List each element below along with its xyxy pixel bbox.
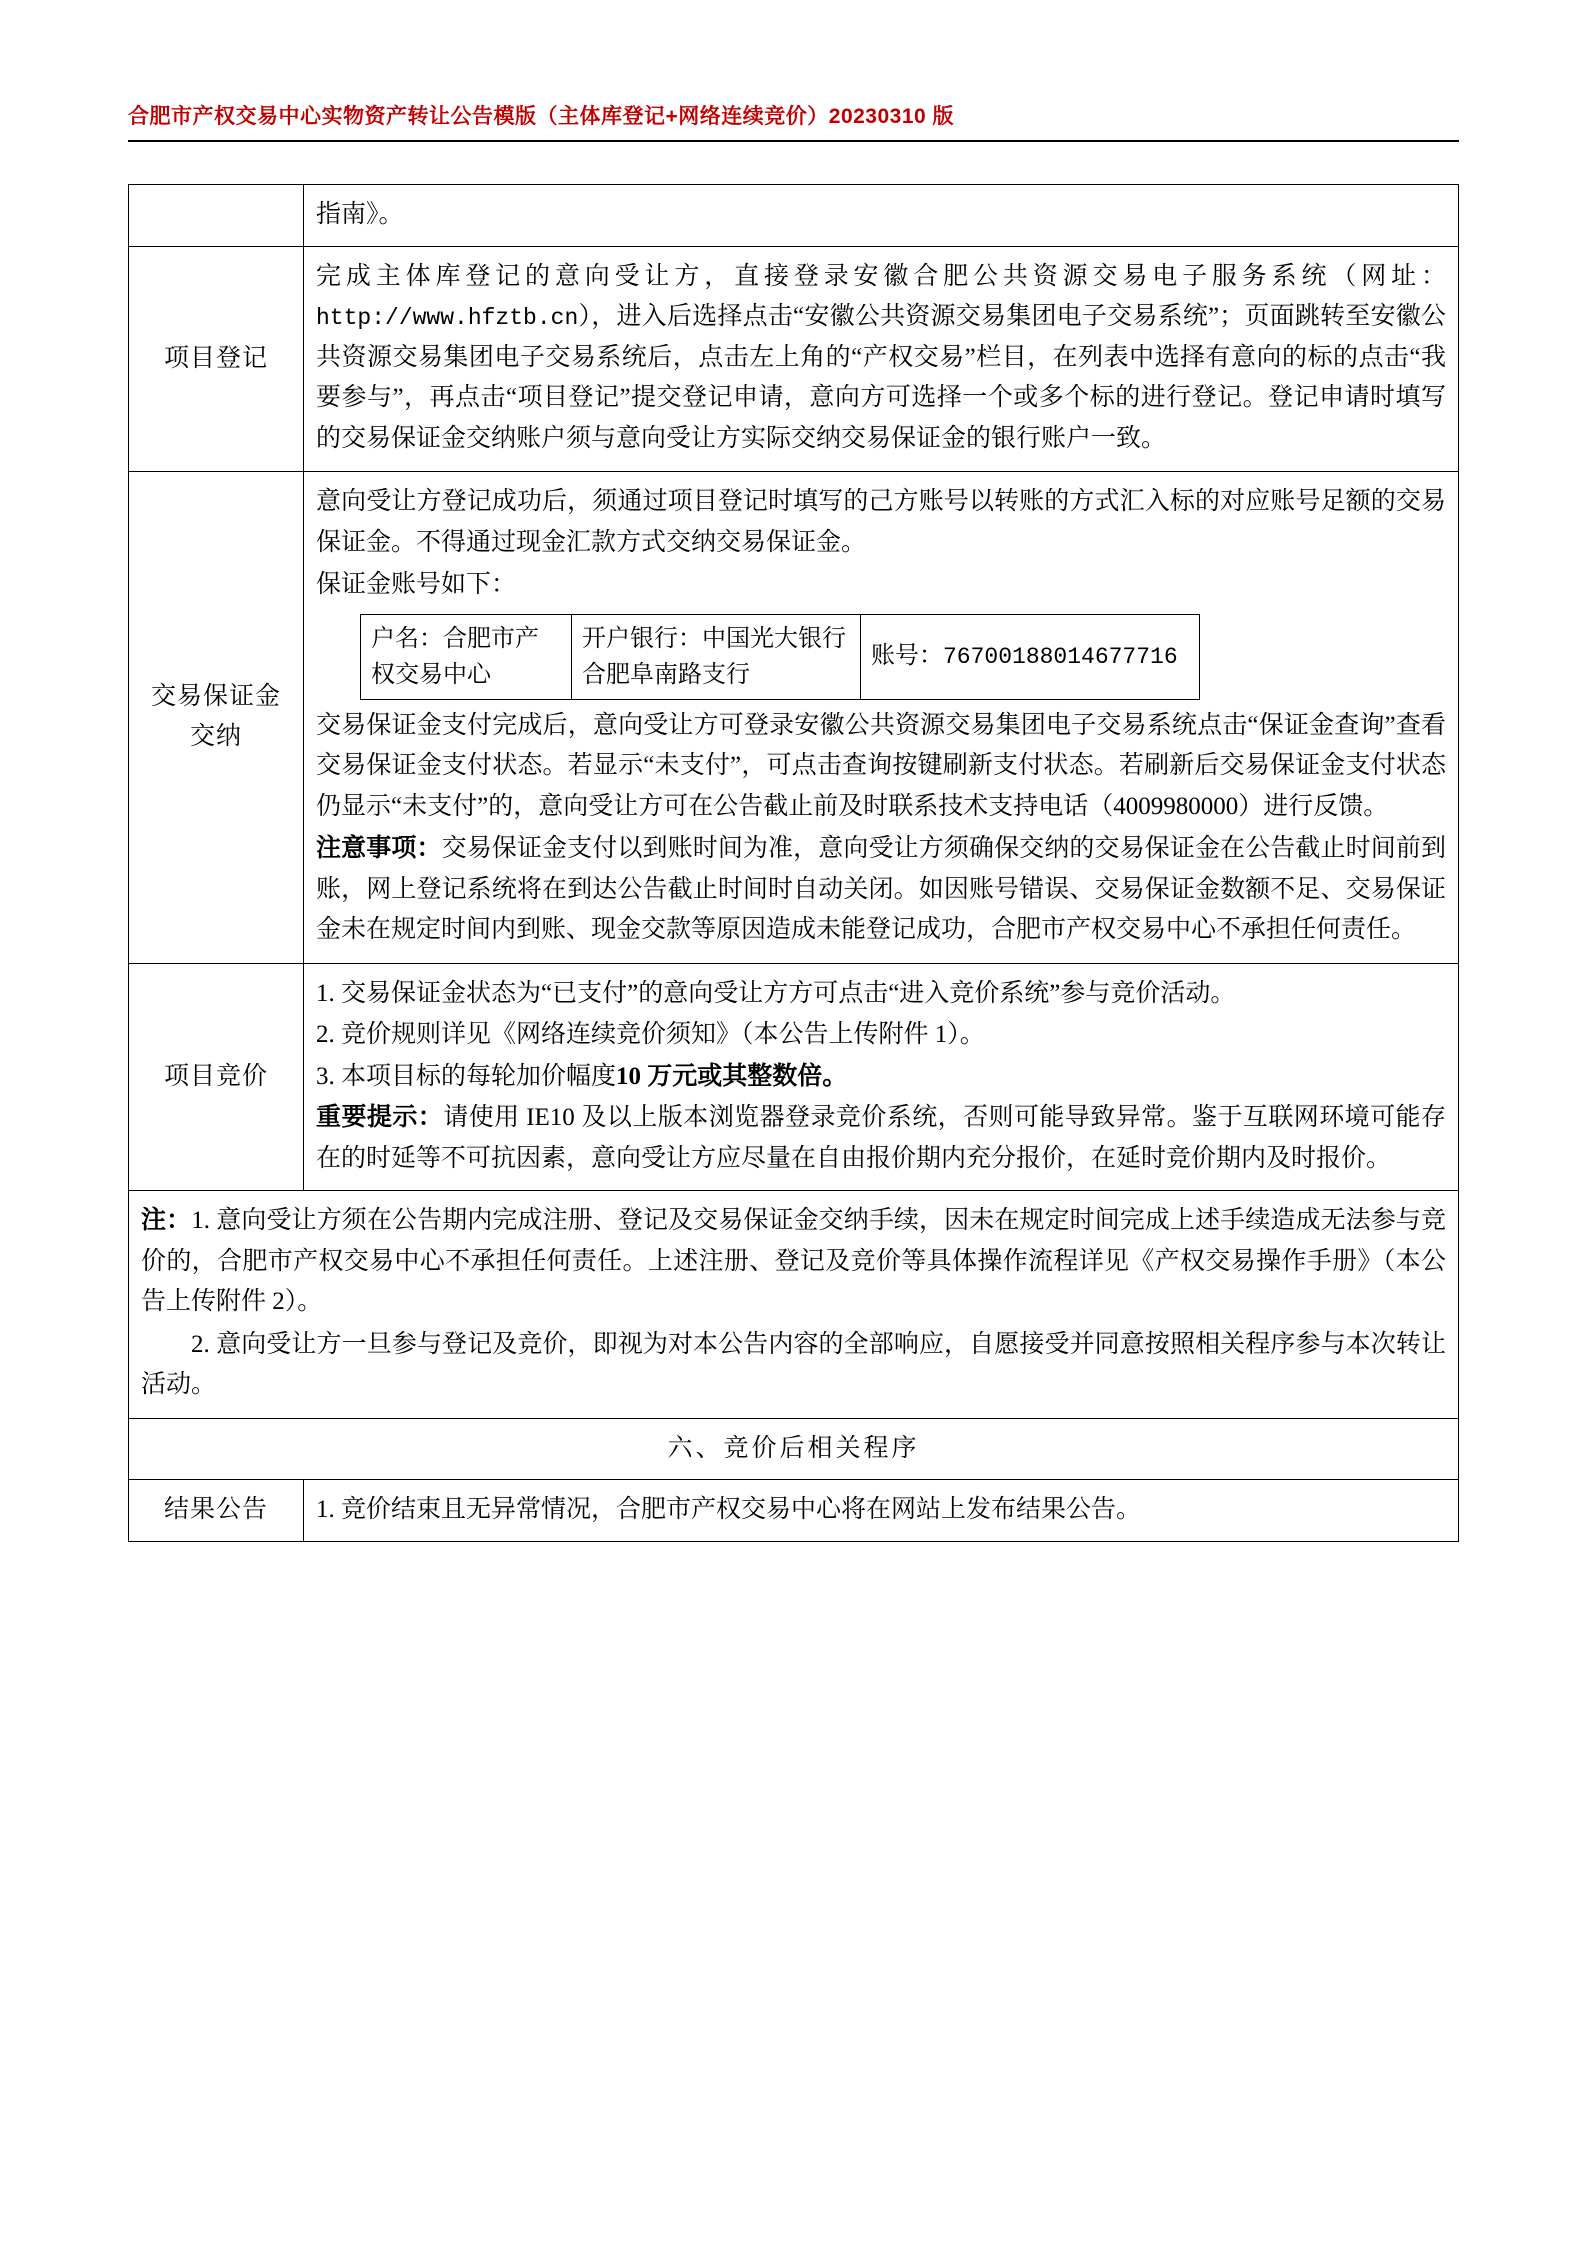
document-header-title: 合肥市产权交易中心实物资产转让公告模版（主体库登记+网络连续竞价）20230310 版 <box>128 100 1459 142</box>
row-content-result: 1. 竞价结束且无异常情况，合肥市产权交易中心将在网站上发布结果公告。 <box>304 1480 1459 1542</box>
row-content-bidding <box>304 963 1459 1191</box>
bank-account-number-label: 账号： <box>871 643 943 670</box>
bidding-item-1: 1. 交易保证金状态为“已支付”的意向受让方方可点击“进入竞价系统”参与竞价活动。 <box>316 979 1236 1007</box>
bidding-important-label: 重要提示： <box>316 1104 444 1131</box>
row-label-bidding: 项目竞价 <box>129 963 304 1191</box>
row-content-registration <box>304 246 1459 472</box>
registration-text-part1: 完成主体库登记的意向受让方，直接登录安徽合肥公共资源交易电子服务系统（网址： <box>316 262 1446 290</box>
deposit-notice-label: 注意事项： <box>316 835 442 862</box>
registration-url: http://www.hfztb.cn <box>316 305 579 331</box>
bank-name: 开户银行：中国光大银行合肥阜南路支行 <box>572 614 861 699</box>
bank-account-table <box>360 614 1200 700</box>
bank-account-row <box>361 614 1200 699</box>
bank-account-number: 76700188014677716 <box>943 644 1178 671</box>
deposit-account-intro: 保证金账号如下： <box>316 571 517 598</box>
bank-account-number-cell <box>861 614 1200 699</box>
deposit-paragraph-1: 意向受让方登记成功后，须通过项目登记时填写的己方账号以转账的方式汇入标的对应账号足额的交易保证金。不得通过现金汇款方式交纳交易保证金。 <box>316 488 1446 556</box>
table-row-result <box>129 1480 1459 1542</box>
row-label-deposit: 交易保证金交纳 <box>129 472 304 964</box>
table-row-continuation <box>129 185 1459 247</box>
table-row-note <box>129 1191 1459 1419</box>
bidding-increment-amount: 10 万元或其整数倍。 <box>616 1062 848 1090</box>
row-content-note <box>129 1191 1459 1419</box>
note-text-1: 1. 意向受让方须在公告期内完成注册、登记及交易保证金交纳手续，因未在规定时间完成上述手续造成无法参与竞价的，合肥市产权交易中心不承担任何责任。上述注册、登记及竞价等具体操作流程详见《产权交易操作手册》（本公告上传附件 2）。 <box>141 1207 1446 1315</box>
deposit-paragraph-3: 交易保证金支付完成后，意向受让方可登录安徽公共资源交易集团电子交易系统点击“保证金查询”查看交易保证金支付状态。若显示“未支付”，可点击查询按键刷新支付状态。若刷新后交易保证金支付状态仍显示“未支付”的，意向受让方可在公告截止前及时联系技术支持电话（4009980000）进行反馈。 <box>316 711 1446 820</box>
row-content-deposit <box>304 472 1459 964</box>
table-row-deposit <box>129 472 1459 964</box>
bidding-important-text: 请使用 IE10 及以上版本浏览器登录竞价系统，否则可能导致异常。鉴于互联网环境可能存在的时延等不可抗因素，意向受让方应尽量在自由报价期内充分报价，在延时竞价期内及时报价。 <box>316 1104 1446 1172</box>
note-paragraph-1 <box>141 1201 1446 1323</box>
note-label: 注： <box>141 1207 192 1234</box>
section-title-post-bidding: 六、竞价后相关程序 <box>129 1418 1459 1480</box>
row-content-continuation: 指南》。 <box>304 185 1459 247</box>
bidding-item-4 <box>316 1098 1446 1179</box>
row-label-registration: 项目登记 <box>129 246 304 472</box>
bidding-item-3 <box>316 1057 1446 1098</box>
announcement-table <box>128 184 1459 1542</box>
table-row-registration <box>129 246 1459 472</box>
table-row-bidding <box>129 963 1459 1191</box>
deposit-notice-text: 交易保证金支付以到账时间为准，意向受让方须确保交纳的交易保证金在公告截止时间前到账，网上登记系统将在到达公告截止时间时自动关闭。如因账号错误、交易保证金数额不足、交易保证金未在规定时间内到账、现金交款等原因造成未能登记成功，合肥市产权交易中心不承担任何责任。 <box>316 835 1446 943</box>
row-label-result: 结果公告 <box>129 1480 304 1542</box>
row-label-empty <box>129 185 304 247</box>
bank-account-name: 户名：合肥市产权交易中心 <box>361 614 572 699</box>
bidding-item-3-text: 3. 本项目标的每轮加价幅度 <box>316 1062 617 1090</box>
note-paragraph-2: 2. 意向受让方一旦参与登记及竞价，即视为对本公告内容的全部响应，自愿接受并同意按照相关程序参与本次转让活动。 <box>141 1330 1446 1398</box>
bidding-item-2: 2. 竞价规则详见《网络连续竞价须知》（本公告上传附件 1）。 <box>316 1021 985 1048</box>
registration-paragraph <box>316 257 1446 460</box>
table-row-section-title <box>129 1418 1459 1480</box>
registration-text-part2: ），进入后选择点击“安徽公共资源交易集团电子交易系统”；页面跳转至安徽公共资源交易集团电子交易系统后，点击左上角的“产权交易”栏目，在列表中选择有意向的标的点击“我要参与”，再点击“项目登记”提交登记申请，意向方可选择一个或多个标的进行登记。登记申请时填写的交易保证金交纳账户须与意向受让方实际交纳交易保证金的银行账户一致。 <box>316 303 1446 452</box>
deposit-paragraph-4 <box>316 829 1446 951</box>
